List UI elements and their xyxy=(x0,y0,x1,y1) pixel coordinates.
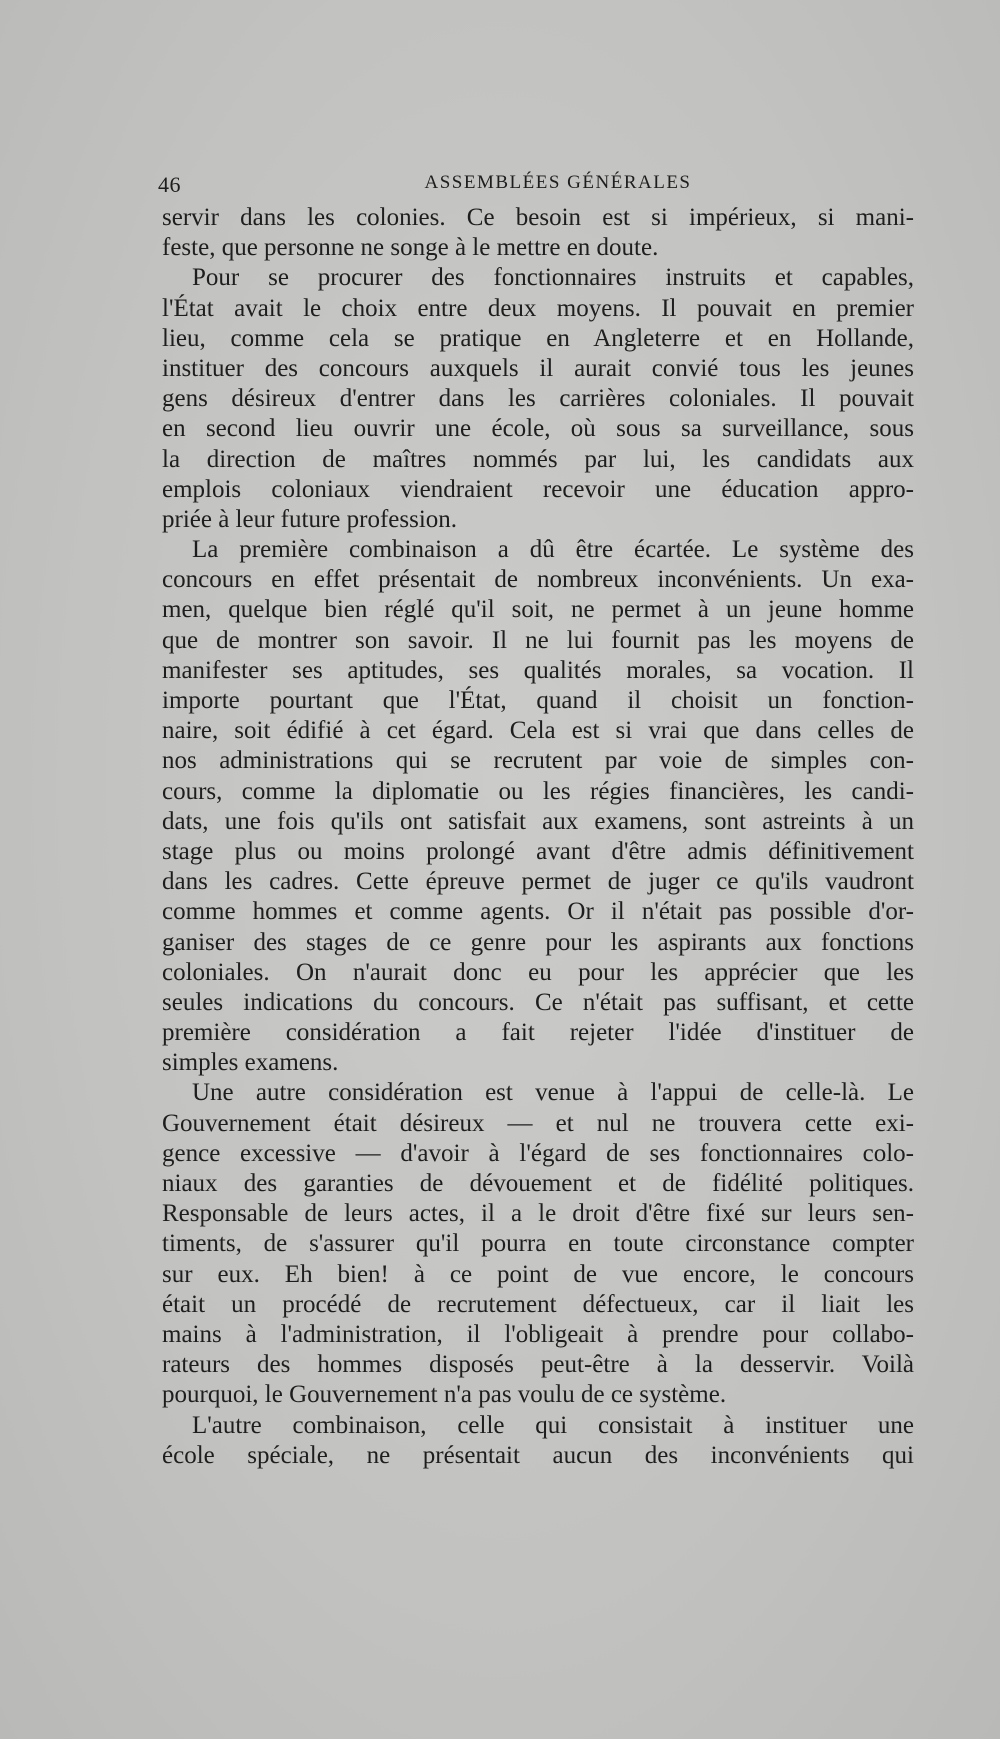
text-line: emplois coloniaux viendraient recevoir une éducation appro- xyxy=(162,475,914,503)
text-line: timents, de s'assurer qu'il pourra en toute circonstance compter xyxy=(162,1230,914,1258)
text-line: rateurs des hommes disposés peut-être à la desservir. Voilà xyxy=(162,1351,914,1379)
text-line: stage plus ou moins prolongé avant d'être admis définitivement xyxy=(162,837,914,865)
text-line: men, quelque bien réglé qu'il soit, ne permet à un jeune homme xyxy=(162,596,914,624)
text-line: La première combinaison a dû être écartée. Le système des xyxy=(192,536,914,564)
running-head xyxy=(158,172,918,200)
text-line: gens désireux d'entrer dans les carrières coloniales. Il pouvait xyxy=(162,385,914,413)
text-line: Une autre considération est venue à l'appui de celle-là. Le xyxy=(192,1079,914,1107)
page-number: 46 xyxy=(158,172,181,197)
text-line: pourquoi, le Gouvernement n'a pas voulu de ce système. xyxy=(162,1381,727,1409)
text-line: dats, une fois qu'ils ont satisfait aux examens, sont astreints à un xyxy=(162,807,914,835)
text-line: première considération a fait rejeter l'idée d'instituer de xyxy=(162,1019,914,1047)
text-line: coloniales. On n'aurait donc eu pour les apprécier que les xyxy=(162,958,914,986)
text-line: que de montrer son savoir. Il ne lui fournit pas les moyens de xyxy=(162,626,914,654)
text-line: sur eux. Eh bien! à ce point de vue encore, le concours xyxy=(162,1260,914,1288)
text-line: gence excessive — d'avoir à l'égard de ses fonctionnaires colo- xyxy=(162,1139,914,1167)
text-line: L'autre combinaison, celle qui consistait à instituer une xyxy=(192,1411,914,1439)
text-line: Gouvernement était désireux — et nul ne trouvera cette exi- xyxy=(162,1109,914,1137)
text-line: servir dans les colonies. Ce besoin est si impérieux, si mani- xyxy=(162,204,914,231)
text-line: feste, que personne ne songe à le mettre en doute. xyxy=(162,234,659,262)
text-line: seules indications du concours. Ce n'était pas suffisant, et cette xyxy=(162,988,914,1016)
text-line: école spéciale, ne présentait aucun des inconvénients qui xyxy=(162,1441,914,1469)
text-line: nos administrations qui se recrutent par voie de simples con- xyxy=(162,747,914,775)
text-line: comme hommes et comme agents. Or il n'était pas possible d'or- xyxy=(162,898,914,926)
text-line: importe pourtant que l'État, quand il choisit un fonction- xyxy=(162,687,914,714)
running-title: ASSEMBLÉES GÉNÉRALES xyxy=(424,172,692,193)
body-text xyxy=(162,203,914,1471)
text-line: cours, comme la diplomatie ou les régies financières, les candi- xyxy=(162,777,914,805)
text-line: Pour se procurer des fonctionnaires instruits et capables, xyxy=(192,264,914,292)
text-line: niaux des garanties de dévouement et de fidélité politiques. xyxy=(162,1170,914,1197)
text-line: simples examens. xyxy=(162,1049,339,1077)
text-line: instituer des concours auxquels il aurait convié tous les jeunes xyxy=(162,354,914,382)
text-line: concours en effet présentait de nombreux inconvénients. Un exa- xyxy=(162,566,914,594)
text-line: en second lieu ouvrir une école, où sous sa surveillance, sous xyxy=(162,415,914,443)
text-line: mains à l'administration, il l'obligeait à prendre pour collabo- xyxy=(162,1320,914,1348)
text-line: l'État avait le choix entre deux moyens. Il pouvait en premier xyxy=(162,294,914,322)
text-line: lieu, comme cela se pratique en Angleterre et en Hollande, xyxy=(162,324,914,352)
text-line: était un procédé de recrutement défectueux, car il liait les xyxy=(162,1290,914,1318)
text-line: naire, soit édifié à cet égard. Cela est si vrai que dans celles de xyxy=(162,717,914,745)
text-line: ganiser des stages de ce genre pour les aspirants aux fonctions xyxy=(162,928,914,956)
text-line: la direction de maîtres nommés par lui, les candidats aux xyxy=(162,445,914,473)
text-line: manifester ses aptitudes, ses qualités morales, sa vocation. Il xyxy=(162,656,914,684)
text-line: Responsable de leurs actes, il a le droit d'être fixé sur leurs sen- xyxy=(162,1200,914,1228)
text-line: dans les cadres. Cette épreuve permet de juger ce qu'ils vaudront xyxy=(162,868,914,896)
text-line: priée à leur future profession. xyxy=(162,505,458,533)
